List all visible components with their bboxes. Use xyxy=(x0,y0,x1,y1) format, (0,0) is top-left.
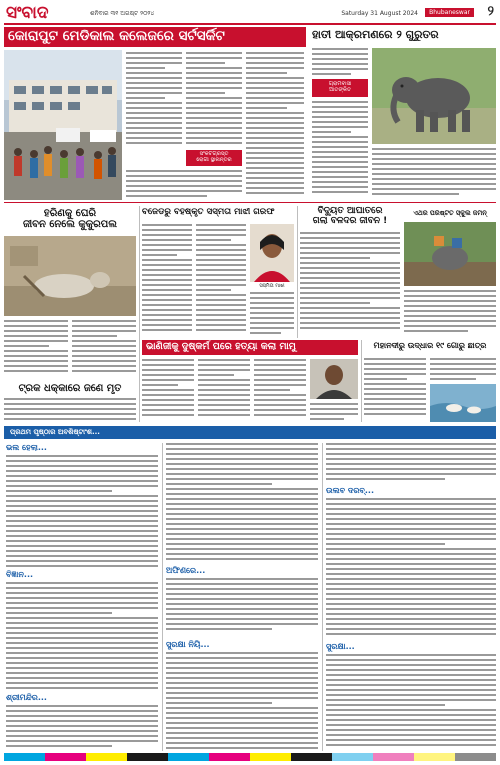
electrocution-body xyxy=(300,232,400,336)
elephant-photo xyxy=(372,48,496,144)
color-swatch xyxy=(250,753,291,761)
lead-body-col4 xyxy=(126,170,242,198)
color-swatch xyxy=(373,753,414,761)
color-swatch xyxy=(86,753,127,761)
elephant-ride-photo xyxy=(404,222,496,286)
edition-city: Bhubaneswar xyxy=(425,8,474,17)
lead-body-col2 xyxy=(186,52,242,146)
subhead-7: ସୁରକ୍ଷା... xyxy=(326,642,355,651)
cattle-headline: ମହାନଦୀରୁ ଉଦ୍ଧାର ୧୯ ଗୋରୁ ଛାତ୍ର xyxy=(373,342,487,350)
arrest-body-col3 xyxy=(250,292,294,336)
bottom-col1-b xyxy=(6,582,158,690)
dog-deer-photo xyxy=(4,236,136,316)
elephant-body-col3 xyxy=(372,148,496,198)
murder-body-col3 xyxy=(254,359,306,422)
subhead-3: ଶ୍ରୀମନ୍ଦିର... xyxy=(6,693,47,702)
murder-body-col1 xyxy=(142,359,194,422)
divider-row1 xyxy=(4,202,496,203)
divider-bottom-1 xyxy=(162,443,163,751)
bottom-col3-a xyxy=(326,443,496,483)
color-swatch xyxy=(4,753,45,761)
divider-bottom-2 xyxy=(322,443,323,751)
bottom-col3-c xyxy=(326,654,496,751)
color-swatch xyxy=(209,753,250,761)
bottom-col1-a xyxy=(6,455,158,567)
arrest-body-col2 xyxy=(196,224,246,336)
lead-body-col1 xyxy=(126,52,182,146)
color-swatch xyxy=(414,753,455,761)
subhead-5: ସୁରକ୍ଷା ନିୟି... xyxy=(166,640,210,649)
arrest-photo-caption: ସସ୍ମିତା ମାଝୀ xyxy=(259,283,285,289)
lead-photo-hospital xyxy=(4,50,122,200)
lead-headline: କୋରାପୁଟ ମେଡିକାଲ କଲେଜରେ ସର୍ଟସର୍କିଟ xyxy=(4,27,306,47)
electrocution-headline: ବିଦ୍ୟୁତ ଆଘାତରେ ଗଲା ବଳଦର ଜୀବନ ! xyxy=(312,206,388,226)
elephant-body-col2 xyxy=(312,101,368,197)
arrest-headline: ବିଜେଡିରୁ ବହିଷ୍କୃତ ସସ୍ମିତା ମାଝୀ ଗିରଫ xyxy=(142,208,275,217)
divider-col-c xyxy=(361,340,362,422)
lead-body-col3 xyxy=(246,52,304,197)
page-number: ୨ xyxy=(487,4,494,19)
elephant-ride-headline: ଏଥର ପରିଷ୍ଟିତ ସ୍କୁଲ ଜମିନ୍ xyxy=(413,210,487,217)
lead-box-label: ସଂକଟଗ୍ରସ୍ତ ରୋଗୀ ସ୍ଥାନାନ୍ତର xyxy=(186,150,242,166)
divider-col-b xyxy=(297,206,298,338)
bottom-col2-b xyxy=(166,578,318,636)
cattle-photo xyxy=(430,384,496,422)
color-swatch xyxy=(168,753,209,761)
truck-headline: ଟ୍ରକ ଧକ୍କାରେ ଜଣେ ମୃତ xyxy=(18,383,122,394)
subhead-1: ଭଲ ହେଲା... xyxy=(6,443,47,452)
bottom-col2-c xyxy=(166,652,318,751)
truck-body xyxy=(4,398,136,422)
printer-color-strip xyxy=(4,753,496,761)
divider-col-a xyxy=(139,206,140,422)
elephant-body-col1 xyxy=(312,48,368,76)
subhead-6: ଉଲବ ଦରବ୍... xyxy=(326,486,375,495)
arrest-portrait xyxy=(250,224,294,282)
color-swatch xyxy=(332,753,373,761)
murder-body-col4 xyxy=(310,403,358,422)
elephant-ride-body xyxy=(404,290,496,336)
date-odia: ଶନିବାର ୩୧ ଅଗଷ୍ଟ ୨୦୨୪ xyxy=(90,10,155,17)
color-swatch xyxy=(45,753,86,761)
subhead-4: ଅଫିଣରେ... xyxy=(166,566,206,575)
bottom-col1-c xyxy=(6,705,158,751)
arrest-body-col1 xyxy=(142,224,192,336)
murder-headline: ଭାଣିଜୀକୁ ଦୁଷ୍କର୍ମ ପରେ ହତ୍ୟା କଲା ମାମୁ xyxy=(142,340,358,355)
cattle-body-col1 xyxy=(364,358,426,422)
color-swatch xyxy=(291,753,332,761)
masthead xyxy=(4,3,496,25)
subhead-2: ବିଜ୍ଞାନ... xyxy=(6,570,34,579)
dog-body-col1 xyxy=(4,320,68,378)
murder-photo xyxy=(310,359,358,399)
date-english: Saturday 31 August 2024 xyxy=(341,10,418,17)
elephant-headline: ହାତୀ ଆକ୍ରମଣରେ ୨ ଗୁରୁତର xyxy=(312,29,439,41)
bottom-col3-b xyxy=(326,498,496,638)
dog-headline: ହରିଣକୁ ଘେରି ଜୀବନ ନେଲେ କୁକୁରପଲ xyxy=(23,208,117,230)
color-swatch xyxy=(455,753,496,761)
newspaper-logo: ସଂବାଦ xyxy=(6,3,49,23)
murder-body-col2 xyxy=(198,359,250,422)
bottom-col2-a xyxy=(166,443,318,563)
continuation-section-bar: ପ୍ରଥମ ପୃଷ୍ଠାର ଅବଶିଷ୍ଟାଂଶ... xyxy=(4,426,496,439)
color-swatch xyxy=(127,753,168,761)
dog-body-col2 xyxy=(72,320,136,378)
cattle-body-col2 xyxy=(430,358,496,382)
elephant-box-label: ଗ୍ରାମବାସୀ ଆତଙ୍କିତ xyxy=(312,79,368,97)
